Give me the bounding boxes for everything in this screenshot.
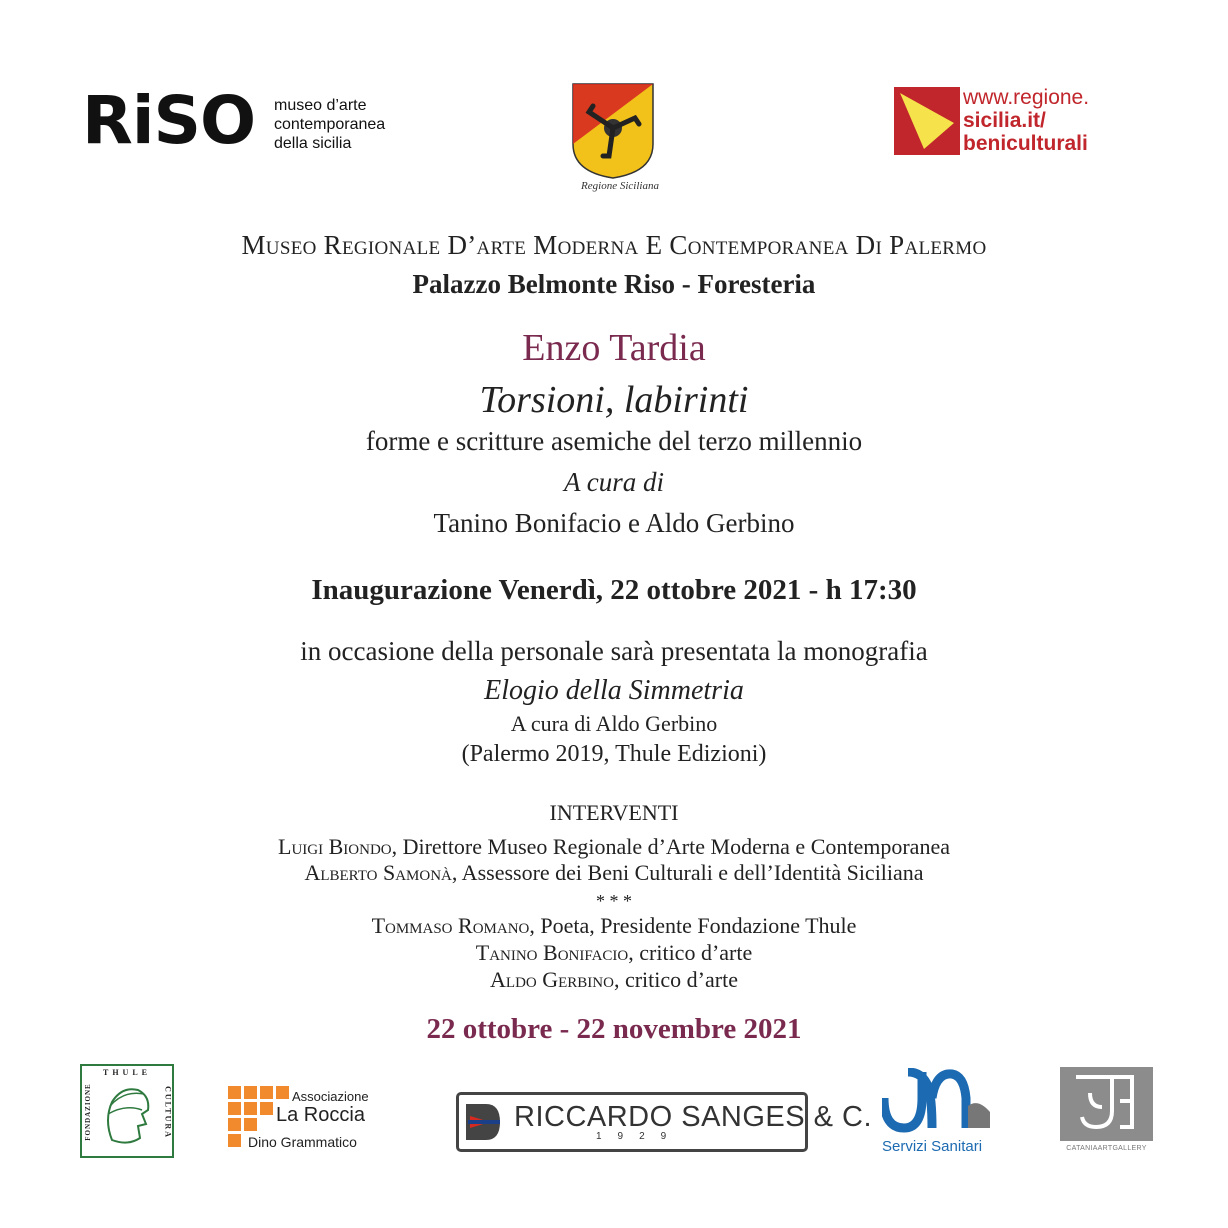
sanges-mark-icon (464, 1100, 504, 1144)
book-publication: (Palermo 2019, Thule Edizioni) (461, 741, 767, 767)
catania-art-gallery-label: CATANIAARTGALLERY (1066, 1145, 1147, 1152)
occasion-text: in occasione della personale sarà presentata la monografia (300, 636, 928, 666)
book-curated: A cura di Aldo Gerbino (510, 711, 718, 736)
exhibition-title: Torsioni, labirinti (479, 379, 749, 421)
speaker: Luigi Biondo, Direttore Museo Regionale d’Arte Moderna e Contemporanea (278, 834, 950, 859)
servizi-sanitari-icon (882, 1068, 992, 1136)
exhibition-dates: 22 ottobre - 22 novembre 2021 (426, 1013, 802, 1045)
servizi-sanitari-label: Servizi Sanitari (882, 1138, 983, 1155)
book-title: Elogio della Simmetria (484, 675, 744, 706)
speaker-separator: * * * (596, 891, 632, 911)
beniculturali-web-logo: www.regione. sicilia.it/ beniculturali (963, 86, 1090, 155)
venue: Palazzo Belmonte Riso - Foresteria (412, 269, 816, 299)
speaker: Tommaso Romano, Poeta, Presidente Fondazione Thule (371, 913, 857, 938)
speaker: Tanino Bonifacio, critico d’arte (475, 940, 753, 965)
sanges-year: 1929 (596, 1131, 683, 1142)
speaker: Aldo Gerbino, critico d’arte (490, 967, 738, 992)
beniculturali-icon (894, 87, 960, 155)
artist-name: Enzo Tardia (522, 327, 706, 369)
speaker: Alberto Samonà, Assessore dei Beni Culturali e dell’Identità Siciliana (304, 860, 924, 885)
curators: Tanino Bonifacio e Aldo Gerbino (433, 508, 795, 538)
athena-head-icon (98, 1080, 156, 1152)
catania-art-gallery-icon (1060, 1067, 1153, 1141)
riso-subtitle: museo d’arte contemporanea della sicilia (274, 97, 386, 152)
thule-logo: THULE FONDAZIONE CULTURA (80, 1064, 174, 1158)
catania-art-gallery-logo (1060, 1067, 1153, 1141)
museum-name: Museo Regionale D’arte Moderna E Contemporanea Di Palermo (241, 230, 987, 260)
regione-crest-icon (571, 82, 655, 180)
curated-label: A cura di (564, 467, 664, 497)
riso-logo: RiSO (82, 82, 256, 159)
sanges-name: RICCARDO SANGES & C. (514, 1101, 873, 1133)
exhibition-subtitle: forme e scritture asemiche del terzo millennio (365, 426, 863, 456)
crest-caption: Regione Siciliana (581, 180, 659, 192)
interventi-heading: INTERVENTI (549, 800, 679, 825)
inauguration: Inaugurazione Venerdì, 22 ottobre 2021 - h 17:30 (311, 574, 917, 606)
